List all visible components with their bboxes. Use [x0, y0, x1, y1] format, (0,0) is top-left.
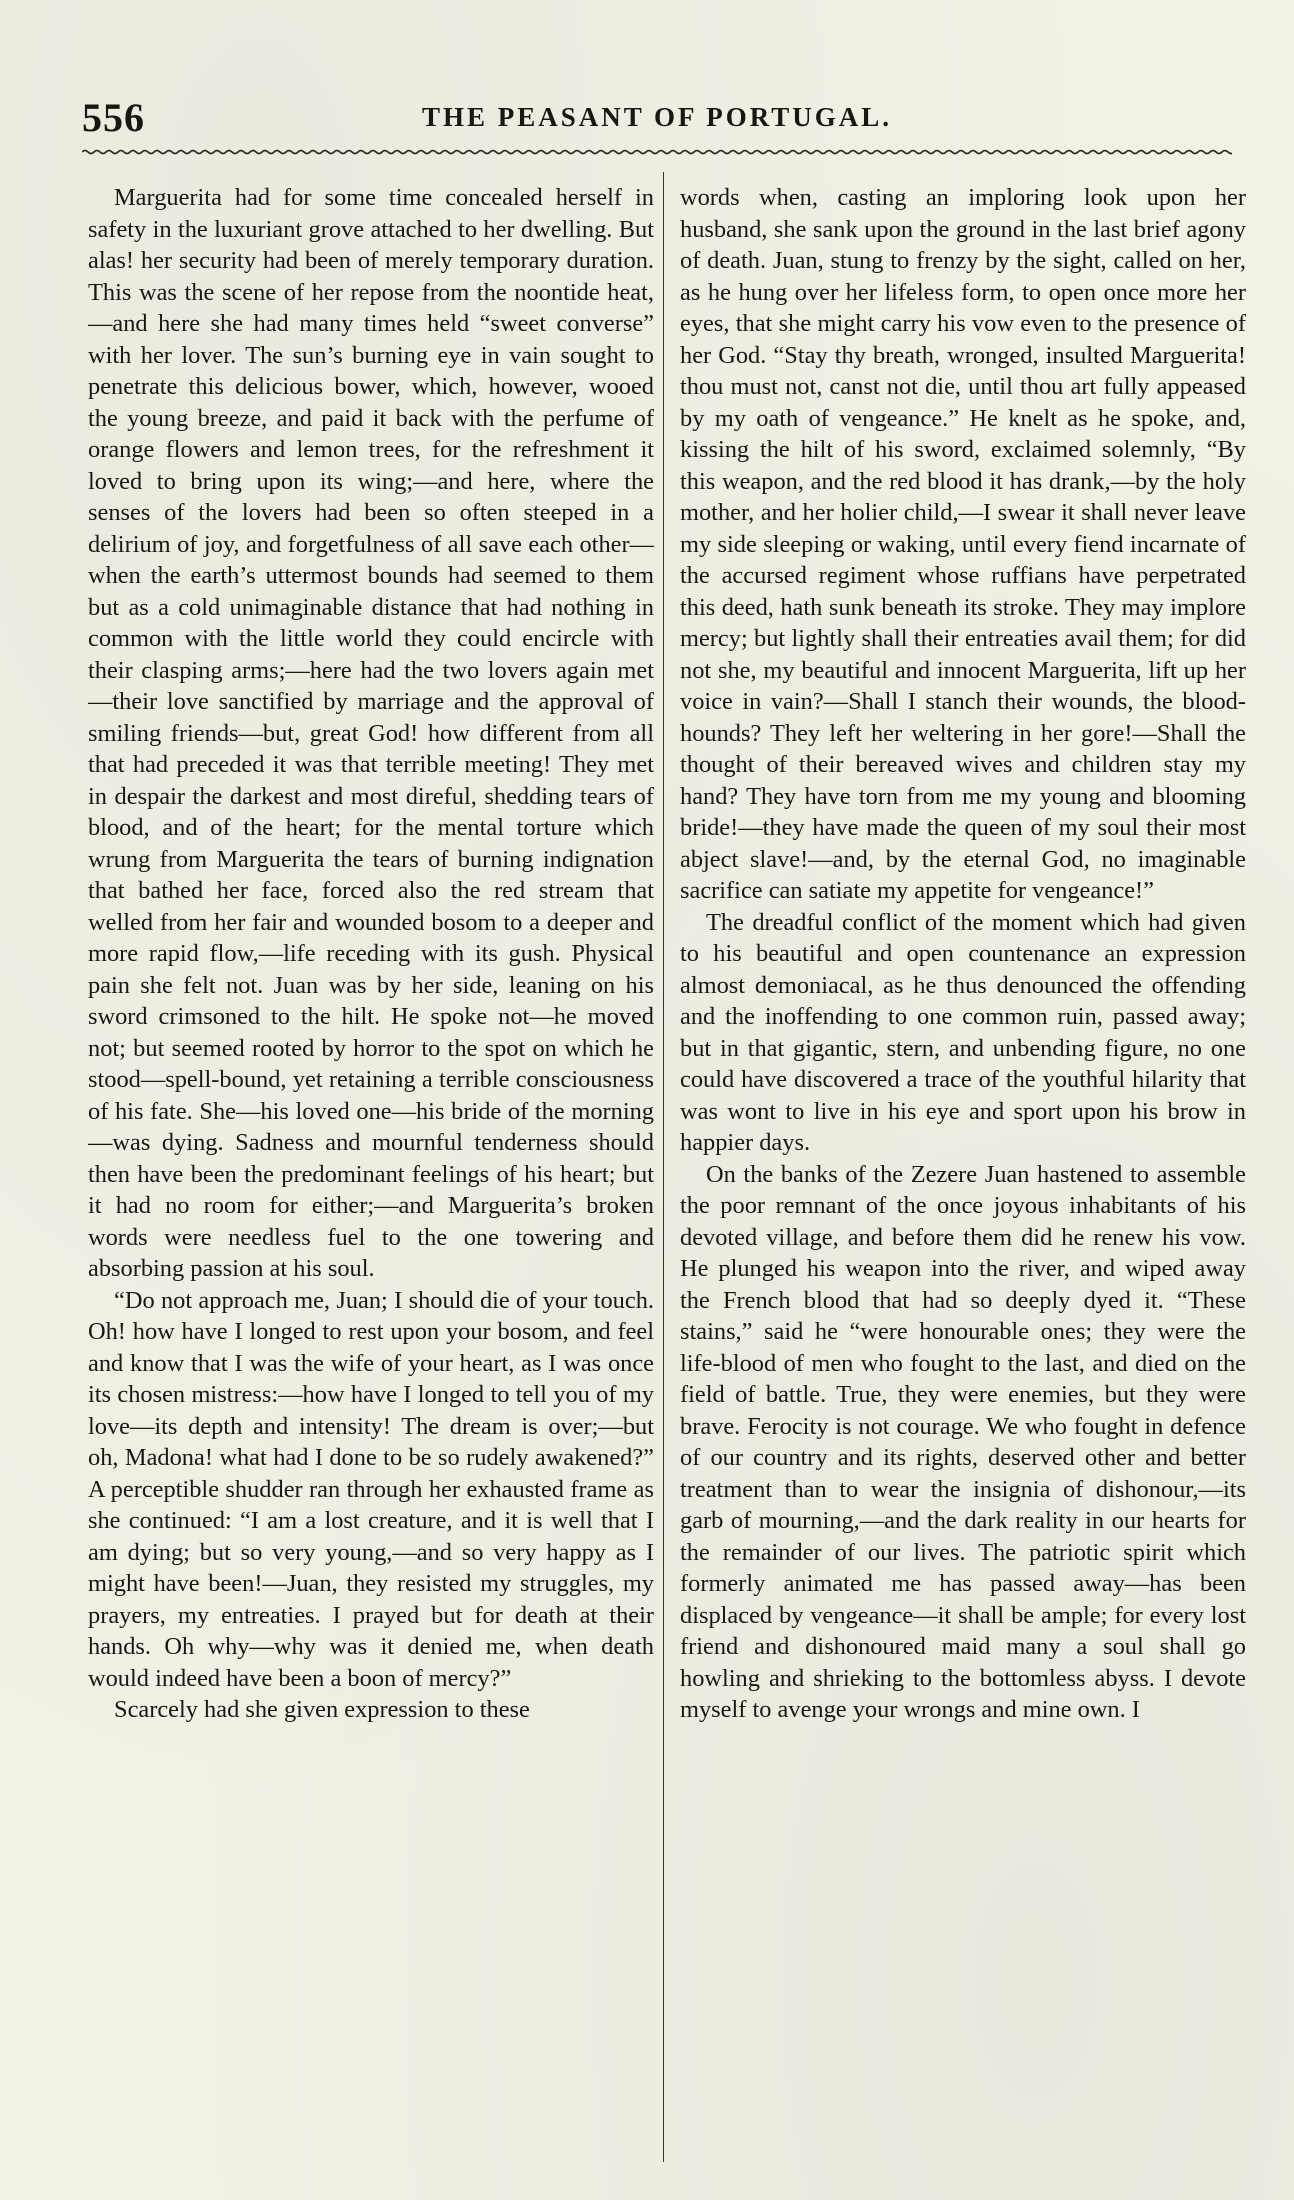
header-wavy-rule	[82, 148, 1232, 156]
page-header	[82, 94, 1232, 146]
paragraph: words when, casting an imploring look upon her husband, she sank upon the ground in the last brief agony of death. Juan, stung to frenzy by the sight, called on her, as he hung over her lifeless form, to open once more her eyes, that she might carry his vow even to the presence of her God. “Stay thy breath, wronged, insulted Marguerita! thou must not, canst not die, until thou art fully appeased by my oath of vengeance.” He knelt as he spoke, and, kissing the hilt of his sword, exclaimed solemnly, “By this weapon, and the red blood it has drank,—by the holy mother, and her holier child,—I swear it shall never leave my side sleeping or waking, until every fiend incarnate of the accursed regiment whose ruffians have perpetrated this deed, hath sunk beneath its stroke. They may implore mercy; but lightly shall their entreaties avail them; for did not she, my beautiful and innocent Marguerita, lift up her voice in vain?—Shall I stanch their wounds, the blood-hounds? They left her weltering in her gore!—Shall the thought of their bereaved wives and children stay my hand? They have torn from me my young and blooming bride!—they have made the queen of my soul their most abject slave!—and, by the eternal God, no imaginable sacrifice can satiate my appetite for vengeance!”	[680, 184, 1246, 904]
paragraph: The dreadful conflict of the moment which had given to his beautiful and open countenance an expression almost demoniacal, as he thus denounced the offending and the inoffending to one common ruin, passed away; but in that gigantic, stern, and unbending figure, no one could have discovered a trace of the youthful hilarity that was wont to live in his eye and sport upon his brow in happier days.	[680, 908, 1246, 1156]
paragraph: Marguerita had for some time concealed herself in safety in the luxuriant grove attached to her dwelling. But alas! her security had been of merely temporary duration. This was the scene of her repose from the noontide heat,—and here she had many times held “sweet converse” with her lover. The sun’s burning eye in vain sought to penetrate this delicious bower, which, however, wooed the young breeze, and paid it back with the perfume of orange flowers and lemon trees, for the refreshment it loved to bring upon its wing;—and here, where the senses of the lovers had been so often steeped in a delirium of joy, and forgetfulness of all save each other—when the earth’s uttermost bounds had seemed to them but as a cold unimaginable distance that had nothing in common with the little world they could encircle with their clasping arms;—here had the two lovers again met—their love sanctified by marriage and the approval of smiling friends—but, great God! how different from all that had preceded it was that terrible meeting! They met in despair the darkest and most direful, shedding tears of blood, and of the heart; for the mental torture which wrung from Marguerita the tears of burning indignation that bathed her face, forced also the red stream that welled from her fair and wounded bosom to a deeper and more rapid flow,—life receding with its gush. Physical pain she felt not. Juan was by her side, leaning on his sword crimsoned to the hilt. He spoke not—he moved not; but seemed rooted by horror to the spot on which he stood—spell-bound, yet retaining a terrible consciousness of his fate. She—his loved one—his bride of the morning—was dying. Sadness and mournful tenderness should then have been the predominant feelings of his heart; but it had no room for either;—and Marguerita’s broken words were needless fuel to the one towering and absorbing passion at his soul.	[88, 184, 654, 1282]
paragraph: On the banks of the Zezere Juan hastened to assemble the poor remnant of the once joyous inhabitants of his devoted village, and before them did he renew his vow. He plunged his weapon into the river, and wiped away the French blood that had so deeply dyed it. “These stains,” said he “were honourable ones; they were the life-blood of men who fought to the last, and died on the field of battle. True, they were enemies, but they were brave. Ferocity is not courage. We who fought in defence of our country and its rights, deserved other and better treatment than to wear the insignia of dishonour,—its garb of mourning,—and the dark reality in our hearts for the remainder of our lives. The patriotic spirit which formerly animated me has passed away—has been displaced by vengeance—it shall be ample; for every lost friend and dishonoured maid many a soul shall go howling and shrieking to the bottomless abyss. I devote myself to avenge your wrongs and mine own. I	[680, 1160, 1246, 1723]
right-column	[680, 182, 1246, 2162]
page-number: 556	[82, 95, 145, 140]
running-title: THE PEASANT OF PORTUGAL.	[421, 102, 893, 132]
left-column	[88, 182, 654, 2162]
paragraph: Scarcely had she given expression to these	[114, 1696, 530, 1723]
paragraph: “Do not approach me, Juan; I should die of your touch. Oh! how have I longed to rest upon your bosom, and feel and know that I was the wife of your heart, as I was once its chosen mistress:—how have I longed to tell you of my love—its depth and intensity! The dream is over;—but oh, Madona! what had I done to be so rudely awakened?” A perceptible shudder ran through her exhausted frame as she continued: “I am a lost creature, and it is well that I am dying; but so very young,—and so very happy as I might have been!—Juan, they resisted my struggles, my prayers, my entreaties. I prayed but for death at their hands. Oh why—why was it denied me, when death would indeed have been a boon of mercy?”	[88, 1286, 654, 1692]
column-divider	[663, 172, 664, 2162]
